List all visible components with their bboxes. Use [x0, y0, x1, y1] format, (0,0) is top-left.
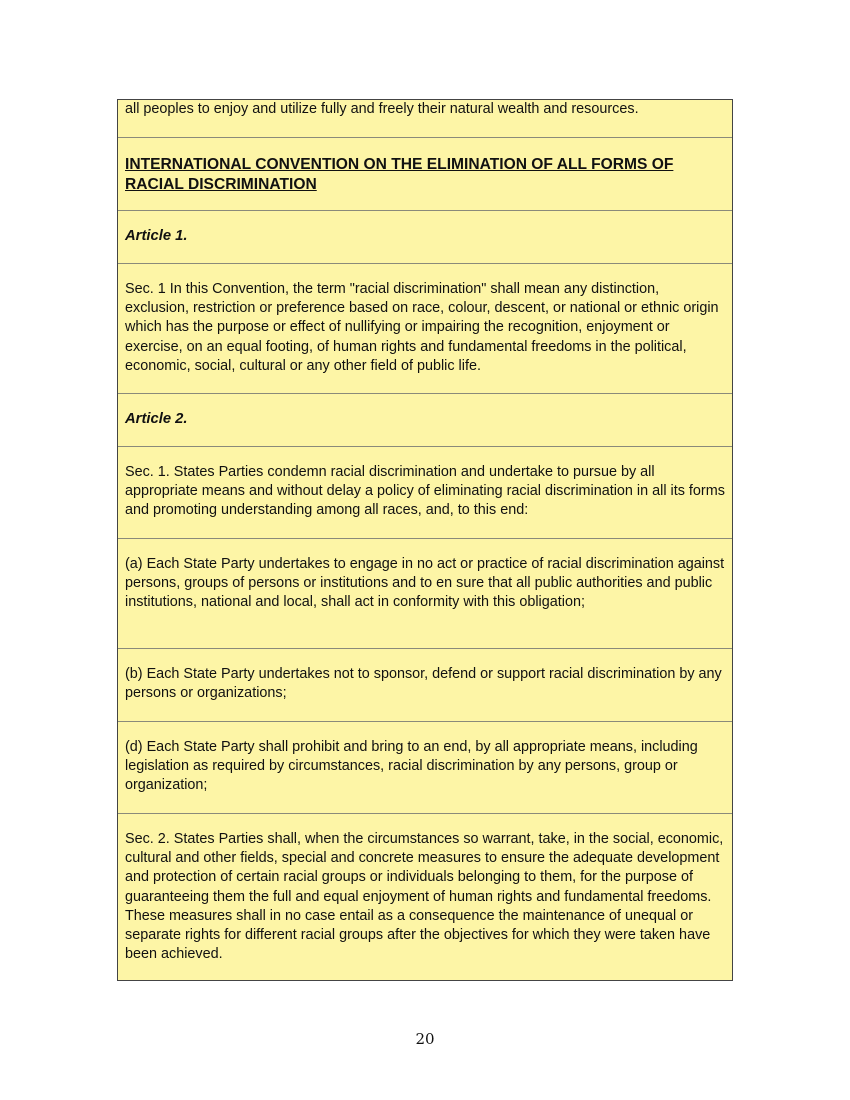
article-2-heading: Article 2. — [125, 411, 188, 428]
clause-d-row — [118, 721, 732, 813]
article-2-sec-2-text: Sec. 2. States Parties shall, when the circumstances so warrant, take, in the social, economic, cultural and other fields, special and concrete measures to ensure the adequate development and protection of certain racial groups or individuals belonging to them, for the purpose of guaranteeing them the full and equal enjoyment of human rights and fundamental freedoms. These measures shall in no case entail as a consequence the maintenance of unequal or separate rights for different racial groups after the objectives for which they were taken have been achieved. — [125, 831, 724, 963]
article-2-heading-row — [118, 393, 732, 446]
clause-b-text: (b) Each State Party undertakes not to sponsor, defend or support racial discrimination by any persons or organizations; — [125, 666, 722, 702]
clause-a-row — [118, 538, 732, 648]
clause-a-text: (a) Each State Party undertakes to engage in no act or practice of racial discrimination against persons, groups of persons or institutions and to en sure that all public authorities and public institutions, national and local, shall act in conformity with this obligation; — [125, 556, 725, 611]
convention-title: INTERNATIONAL CONVENTION ON THE ELIMINATION OF ALL FORMS OF RACIAL DISCRIMINATION — [125, 156, 674, 193]
continued-text: all peoples to enjoy and utilize fully and freely their natural wealth and resources. — [125, 101, 639, 117]
article-1-sec-1-row — [118, 263, 732, 393]
article-1-heading: Article 1. — [125, 228, 188, 245]
convention-table — [117, 99, 733, 981]
clause-b-row — [118, 648, 732, 721]
article-2-sec-1-row — [118, 446, 732, 538]
continued-text-row — [118, 100, 732, 137]
page-number: 20 — [415, 1030, 435, 1048]
article-2-sec-1-text: Sec. 1. States Parties condemn racial discrimination and undertake to pursue by all appropriate means and without delay a policy of eliminating racial discrimination in all its forms and promoting understanding among all races, and, to this end: — [125, 464, 725, 519]
article-2-sec-2-row — [118, 813, 732, 980]
article-1-sec-1-text: Sec. 1 In this Convention, the term "racial discrimination" shall mean any distinction, exclusion, restriction or preference based on race, colour, descent, or national or ethnic origin which has the purpose or effect of nullifying or impairing the recognition, enjoyment or exercise, on an equal footing, of human rights and fundamental freedoms in the political, economic, social, cultural or any other field of public life. — [125, 281, 719, 374]
article-1-heading-row — [118, 210, 732, 263]
clause-d-text: (d) Each State Party shall prohibit and bring to an end, by all appropriate means, including legislation as required by circumstances, racial discrimination by any persons, group or organization; — [125, 739, 698, 794]
convention-title-row — [118, 137, 732, 210]
